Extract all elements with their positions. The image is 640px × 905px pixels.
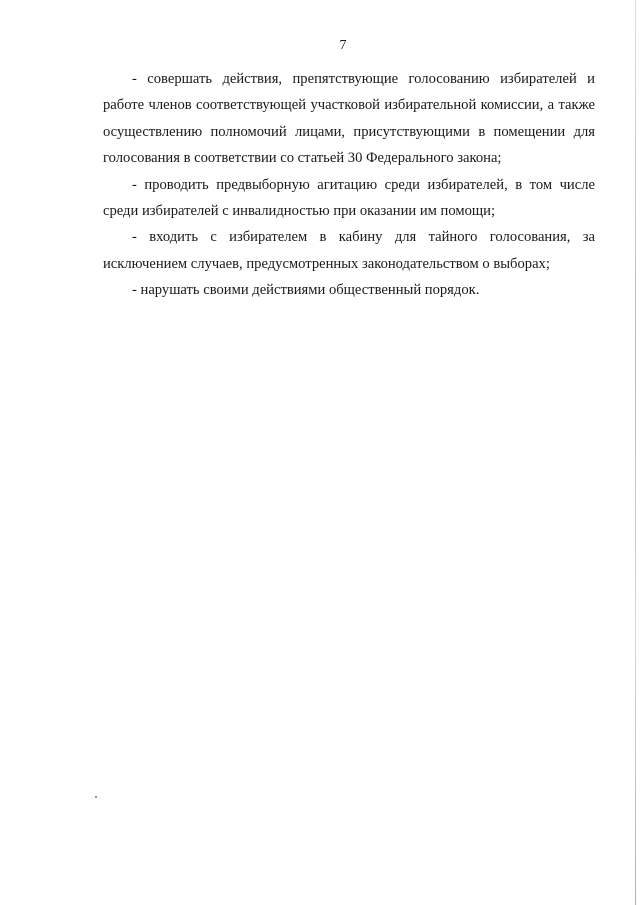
paragraph-voting-booth: - входить с избирателем в кабину для тайного голосования, за исключением случаев, предусмотренных законодательством о выборах; bbox=[103, 229, 595, 272]
paragraph-campaigning: - проводить предвыборную агитацию среди избирателей, в том числе среди избирателей с инвалидностью при оказании им помощи; bbox=[103, 176, 595, 220]
scan-edge-line bbox=[635, 0, 636, 905]
paragraph-public-order: - нарушать своими действиями общественный порядок. bbox=[132, 282, 480, 299]
scan-speck bbox=[95, 796, 97, 798]
page-number: 7 bbox=[339, 38, 347, 53]
paragraph-obstruct-voting: - совершать действия, препятствующие голосованию избирателей и работе членов соответствующей участковой избирательной комиссии, а также осуществлению полномочий лицами, присутствующими в помещении для голосования в соответствии со статьей 30 Федерального закона; bbox=[103, 71, 595, 167]
document-body bbox=[103, 66, 595, 304]
